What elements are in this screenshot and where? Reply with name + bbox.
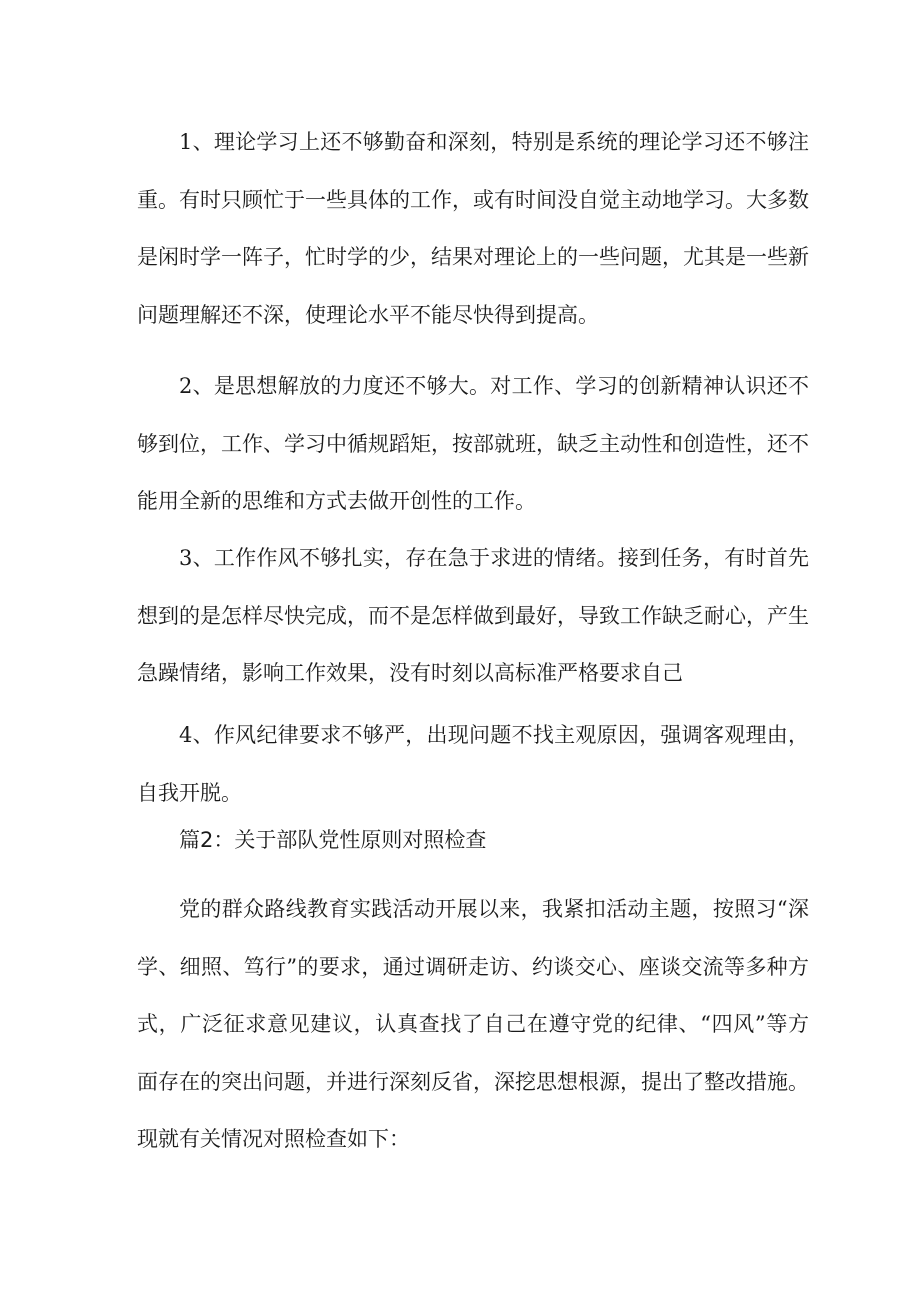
paragraph-3: 3、工作作风不够扎实，存在急于求进的情绪。接到任务，有时首先想到的是怎样尽快完成，而不是怎样做到最好，导致工作缺乏耐心，产生急躁情绪，影响工作效果，没有时刻以高标准严格要求自己: [137, 546, 809, 685]
section-heading: 篇2：关于部队党性原则对照检查: [179, 828, 487, 852]
paragraph-4: 4、作风纪律要求不够严，出现问题不找主观原因，强调客观理由，自我开脱。: [137, 723, 809, 805]
intro-paragraph: 党的群众路线教育实践活动开展以来，我紧扣活动主题，按照习“深学、细照、笃行”的要求，通过调研走访、约谈交心、座谈交流等多种方式，广泛征求意见建议，认真查找了自己在遵守党的纪律、“四风”等方面存在的突出问题，并进行深刻反省，深挖思想根源，提出了整改措施。现就有关情况对照检查如下：: [137, 897, 809, 1151]
paragraph-2: 2、是思想解放的力度还不够大。对工作、学习的创新精神认识还不够到位，工作、学习中循规蹈矩，按部就班，缺乏主动性和创造性，还不能用全新的思维和方式去做开创性的工作。: [137, 374, 809, 513]
paragraph-1: 1、理论学习上还不够勤奋和深刻，特别是系统的理论学习还不够注重。有时只顾忙于一些具体的工作，或有时间没自觉主动地学习。大多数是闲时学一阵子，忙时学的少，结果对理论上的一些问题，尤其是一些新问题理解还不深，使理论水平不能尽快得到提高。: [137, 130, 809, 327]
